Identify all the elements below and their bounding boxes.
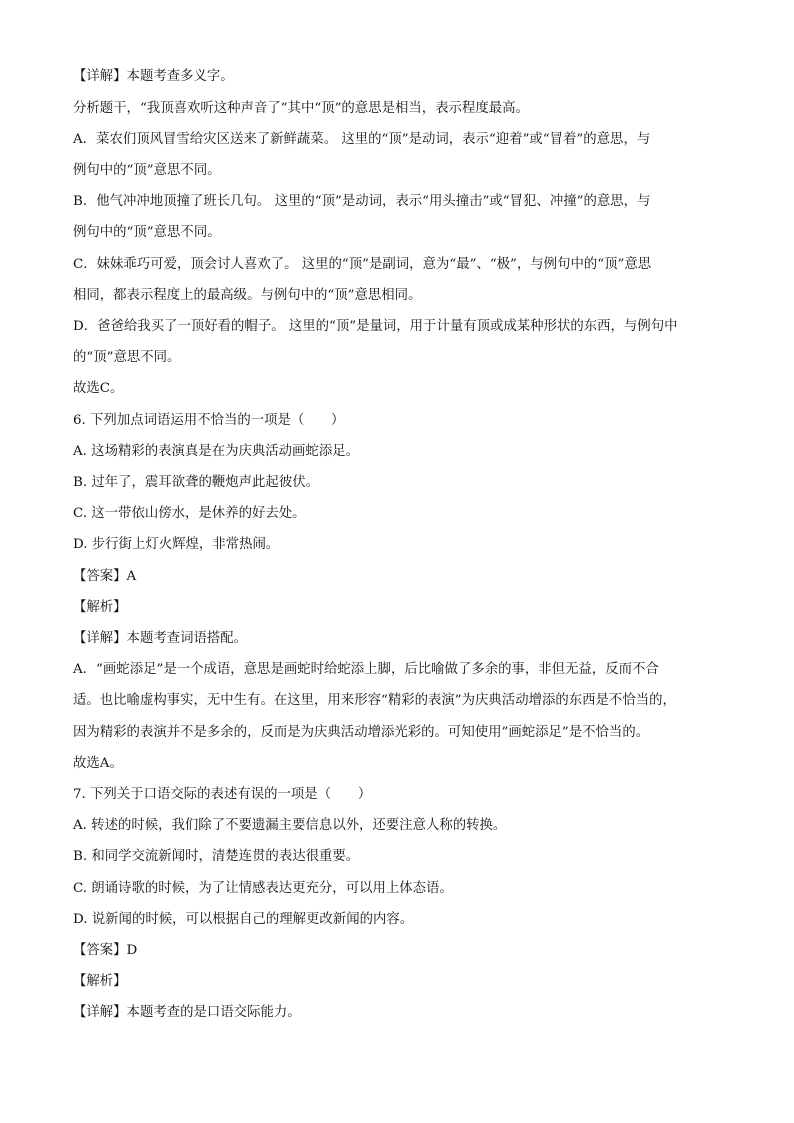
text-line: C．妹妹乖巧可爱，顶会讨人喜欢了。 这里的“顶”是副词，意为“最”、“极”，与例句中的“顶”意思 bbox=[73, 257, 652, 272]
question-7-option-c: C. 朗诵诗歌的时候，为了让情感表达更充分，可以用上体态语。 bbox=[73, 881, 453, 896]
analysis-label: 【解析】 bbox=[73, 974, 127, 989]
question-6-stem: 6. 下列加点词语运用不恰当的一项是（ ） bbox=[73, 413, 345, 428]
analysis-label: 【解析】 bbox=[73, 600, 127, 615]
text-line: A．菜农们顶风冒雪给灾区送来了新鲜蔬菜。 这里的“顶”是动词，表示“迎着”或“冒着”的意思，与 bbox=[73, 132, 651, 147]
text-line: 的“顶”意思不同。 bbox=[73, 350, 181, 365]
question-7-option-a: A. 转述的时候，我们除了不要遗漏主要信息以外，还要注意人称的转换。 bbox=[73, 818, 507, 833]
text-line: D．爸爸给我买了一顶好看的帽子。 这里的“顶”是量词，用于计量有顶或成某种形状的东西，与例句中 bbox=[73, 319, 678, 334]
text-line: 例句中的“顶”意思不同。 bbox=[73, 163, 221, 178]
question-6-option-b: B. 过年了，震耳欲聋的鞭炮声此起彼伏。 bbox=[73, 475, 319, 490]
text-line: B．他气冲冲地顶撞了班长几句。 这里的“顶”是动词，表示“用头撞击”或“冒犯、冲撞”的意思，与 bbox=[73, 194, 651, 209]
text-line: 【详解】本题考查的是口语交际能力。 bbox=[73, 1005, 301, 1020]
text-line: 故选A。 bbox=[73, 756, 123, 771]
text-line: 适。也比喻虚构事实，无中生有。在这里，用来形容“精彩的表演”为庆典活动增添的东西是不恰当的， bbox=[73, 693, 676, 708]
question-6-option-c: C. 这一带依山傍水，是休养的好去处。 bbox=[73, 506, 306, 521]
answer-label: 【答案】D bbox=[73, 943, 138, 958]
text-line: A．“画蛇添足”是一个成语，意思是画蛇时给蛇添上脚，后比喻做了多余的事，非但无益，反而不合 bbox=[73, 662, 659, 677]
question-7-option-b: B. 和同学交流新闻时，清楚连贯的表达很重要。 bbox=[73, 849, 360, 864]
question-7-stem: 7. 下列关于口语交际的表述有误的一项是（ ） bbox=[73, 787, 372, 802]
text-line: 例句中的“顶”意思不同。 bbox=[73, 225, 221, 240]
text-line: 相同，都表示程度上的最高级。与例句中的“顶”意思相同。 bbox=[73, 288, 422, 303]
text-line: 【详解】本题考查词语搭配。 bbox=[73, 631, 248, 646]
question-6-option-a: A. 这场精彩的表演真是在为庆典活动画蛇添足。 bbox=[73, 444, 359, 459]
text-line: 【详解】本题考查多义字。 bbox=[73, 69, 234, 84]
answer-label: 【答案】A bbox=[73, 569, 137, 584]
text-line: 故选C。 bbox=[73, 381, 124, 396]
question-7-option-d: D. 说新闻的时候，可以根据自己的理解更改新闻的内容。 bbox=[73, 912, 414, 927]
text-line: 分析题干，“我顶喜欢听这种声音了”其中“顶”的意思是相当，表示程度最高。 bbox=[73, 101, 529, 116]
text-line: 因为精彩的表演并不是多余的，反而是为庆典活动增添光彩的。可知使用”画蛇添足”是不恰当的。 bbox=[73, 725, 650, 740]
question-6-option-d: D. 步行街上灯火辉煌，非常热闹。 bbox=[73, 537, 280, 552]
